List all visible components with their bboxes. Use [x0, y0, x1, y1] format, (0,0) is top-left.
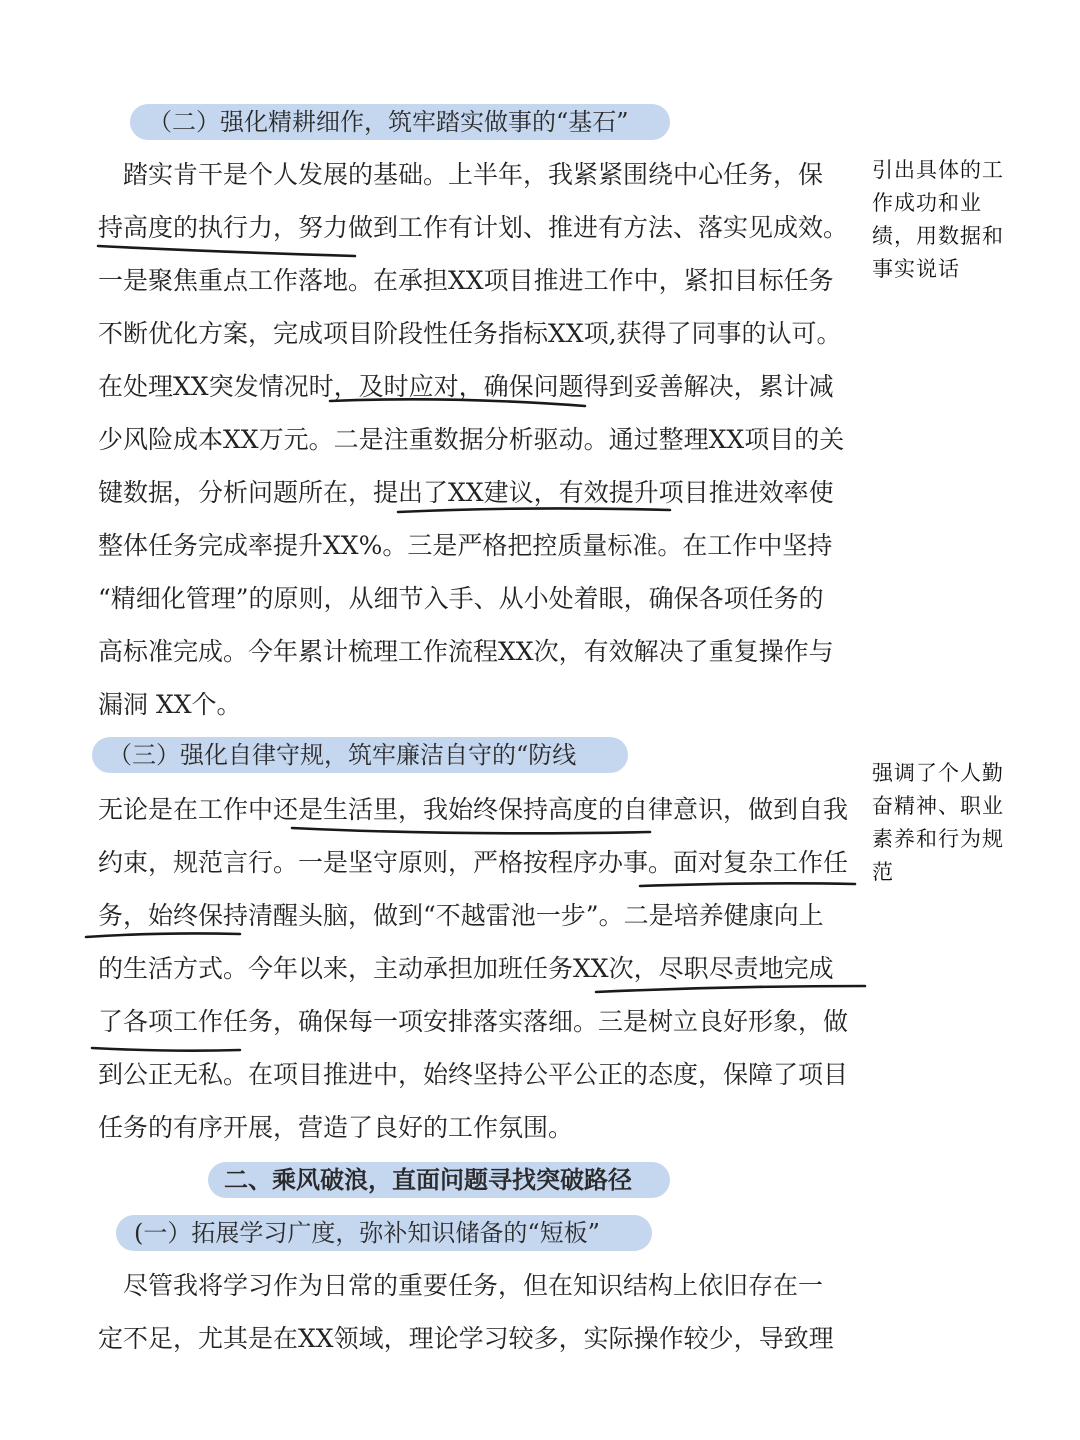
paragraph-line: 务，始终保持清醒头脑，做到“不越雷池一步”。二是培养健康向上	[98, 901, 824, 930]
paragraph-line: 尽管我将学习作为日常的重要任务，但在知识结构上依旧存在一	[98, 1271, 824, 1300]
paragraph-line: 任务的有序开展，营造了良好的工作氛围。	[98, 1113, 574, 1142]
paragraph-line: 无论是在工作中还是生活里，我始终保持高度的自律意识，做到自我	[98, 795, 849, 824]
side-note-line: 引出具体的工	[872, 158, 1004, 182]
side-note-line: 范	[872, 860, 894, 884]
section-heading-3: （三）强化自律守规，筑牢廉洁自守的“防线	[92, 737, 628, 773]
side-note-line: 作成功和业	[872, 191, 982, 215]
subsection-heading-1: (一）拓展学习广度，弥补知识储备的“短板”	[116, 1215, 652, 1251]
paragraph-line: 漏洞 XX个。	[98, 690, 242, 719]
paragraph-line: 到公正无私。在项目推进中，始终坚持公平公正的态度，保障了项目	[98, 1060, 849, 1089]
paragraph-line: 了各项工作任务，确保每一项安排落实落细。三是树立良好形象，做	[98, 1007, 849, 1036]
paragraph-line: 持高度的执行力，努力做到工作有计划、推进有方法、落实见成效。	[98, 213, 849, 242]
paragraph-line: 少风险成本XX万元。二是注重数据分析驱动。通过整理XX项目的关	[98, 425, 845, 454]
underline-stroke	[640, 883, 855, 886]
paragraph-line: “精细化管理”的原则，从细节入手、从小处着眼，确保各项任务的	[98, 584, 824, 613]
paragraph-line: 约束，规范言行。一是坚守原则，严格按程序办事。面对复杂工作任	[98, 848, 849, 877]
chapter-heading: 二、乘风破浪，直面问题寻找突破路径	[208, 1162, 670, 1198]
paragraph-line: 一是聚焦重点工作落地。在承担XX项目推进工作中，紧扣目标任务	[98, 266, 834, 295]
side-note-line: 绩，用数据和	[872, 224, 1004, 248]
paragraph-line: 不断优化方案，完成项目阶段性任务指标XX项,获得了同事的认可。	[98, 319, 842, 348]
underline-stroke	[92, 1048, 240, 1051]
paragraph-line: 定不足，尤其是在XX领域，理论学习较多，实际操作较少，导致理	[98, 1324, 834, 1353]
side-note-line: 奋精神、职业	[872, 794, 1004, 818]
paragraph-line: 的生活方式。今年以来，主动承担加班任务XX次，尽职尽责地完成	[98, 954, 834, 983]
side-note-2	[872, 757, 1004, 889]
section-heading-2: （二）强化精耕细作，筑牢踏实做事的“基石”	[130, 104, 670, 140]
paragraph-line: 键数据，分析问题所在，提出了XX建议，有效提升项目推进效率使	[98, 478, 834, 507]
paragraph-line: 踏实肯干是个人发展的基础。上半年，我紧紧围绕中心任务，保	[98, 160, 824, 189]
side-note-line: 事实说话	[872, 257, 960, 281]
side-note-1	[872, 154, 1004, 286]
paragraph-line: 在处理XX突发情况时，及时应对，确保问题得到妥善解决，累计减	[98, 372, 834, 401]
side-note-line: 素养和行为规	[872, 827, 1004, 851]
paragraph-line: 高标准完成。今年累计梳理工作流程XX次，有效解决了重复操作与	[98, 637, 834, 666]
side-note-line: 强调了个人勤	[872, 761, 1004, 785]
paragraph-line: 整体任务完成率提升XX%。三是严格把控质量标准。在工作中坚持	[98, 531, 833, 560]
